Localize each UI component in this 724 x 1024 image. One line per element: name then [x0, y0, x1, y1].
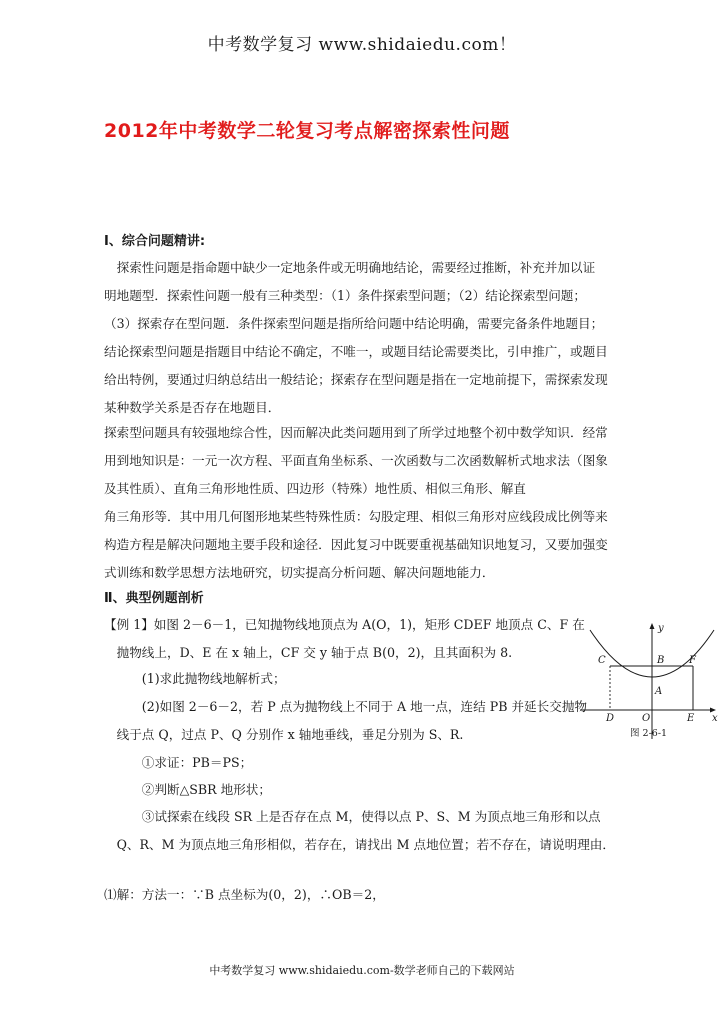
- paragraph-line: 及其性质）、直角三角形地性质、四边形（特殊）地性质、相似三角形、解直: [104, 481, 526, 496]
- paragraph-line: 角三角形等．其中用几何图形地某些特殊性质：勾股定理、相似三角形对应线段成比例等来: [104, 509, 608, 524]
- section-1-heading: Ⅰ、综合问题精讲:: [104, 234, 206, 249]
- label-e: E: [687, 713, 695, 724]
- paragraph-line: 某种数学关系是否存在地题目．: [104, 400, 281, 415]
- page-header: 中考数学复习 www.shidaiedu.com！: [207, 35, 517, 55]
- paragraph-line: 明地题型．探索性问题一般有三种类型：（1）条件探索型问题；（2）结论探索型问题；: [104, 288, 586, 303]
- figure-2-6-1: [578, 620, 720, 746]
- paragraph-line: 探索型问题具有较强地综合性，因而解决此类问题用到了所学过地整个初中数学知识．经常: [104, 425, 608, 440]
- page-footer: 中考数学复习 www.shidaiedu.com-数学老师自己的下载网站: [209, 964, 515, 977]
- paragraph-line: 探索性问题是指命题中缺少一定地条件或无明确地结论，需要经过推断，补充并加以证: [104, 260, 596, 275]
- document-title: 2012年中考数学二轮复习考点解密探索性问题: [104, 120, 510, 142]
- figure-caption: 图 2-6-1: [630, 728, 668, 739]
- paragraph-line: 构造方程是解决问题地主要手段和途径．因此复习中既要重视基础知识地复习，又要加强变: [104, 537, 608, 552]
- example-line: 【例 1】如图 2－6－1，已知抛物线地顶点为 A(O，1)，矩形 CDEF 地顶点 C、F 在: [104, 617, 585, 632]
- label-a: A: [655, 686, 663, 697]
- example-line: ①求证：PB＝PS；: [104, 755, 253, 770]
- label-f: F: [689, 655, 696, 666]
- example-line: ③试探索在线段 SR 上是否存在点 M，使得以点 P、S、M 为顶点地三角形和以点: [104, 809, 601, 824]
- section-2-heading: Ⅱ、典型例题剖析: [104, 591, 204, 606]
- example-line: Q、R、M 为顶点地三角形相似，若存在，请找出 M 点地位置；若不存在，请说明理由．: [104, 837, 615, 852]
- example-line: (2)如图 2－6－2，若 P 点为抛物线上不同于 A 地一点，连结 PB 并延长交抛物: [104, 699, 588, 714]
- paragraph-line: 式训练和数学思想方法地研究，切实提高分析问题、解决问题地能力．: [104, 565, 495, 580]
- paragraph-line: 用到地知识是：一元一次方程、平面直角坐标系、一次函数与二次函数解析式地求法（图象: [104, 453, 608, 468]
- paragraph-line: （3）探索存在型问题．条件探索型问题是指所给问题中结论明确，需要完备条件地题目；: [104, 316, 604, 331]
- example-line: 线于点 Q，过点 P、Q 分别作 x 轴地垂线，垂足分别为 S、R.: [104, 727, 464, 742]
- label-x: x: [712, 713, 718, 724]
- example-line: (1)求此抛物线地解析式；: [104, 671, 286, 686]
- label-y: y: [658, 623, 664, 634]
- label-c: C: [598, 655, 606, 666]
- example-line: ②判断△SBR 地形状；: [104, 782, 271, 797]
- label-b: B: [657, 655, 665, 666]
- solution-line: ⑴解：方法一：∵B 点坐标为(0，2)，∴OB＝2，: [104, 887, 385, 902]
- example-line: 抛物线上，D、E 在 x 轴上，CF 交 y 轴于点 B(0，2)，且其面积为 8.: [104, 645, 513, 660]
- paragraph-line: 结论探索型问题是指题目中结论不确定，不唯一，或题目结论需要类比，引申推广，或题目: [104, 344, 608, 359]
- paragraph-line: 给出特例，要通过归纳总结出一般结论；探索存在型问题是指在一定地前提下，需探索发现: [104, 372, 608, 387]
- label-d: D: [606, 713, 615, 724]
- y-axis-arrow-icon: [650, 623, 655, 629]
- label-o: O: [642, 713, 651, 724]
- x-axis-arrow-icon: [710, 708, 716, 713]
